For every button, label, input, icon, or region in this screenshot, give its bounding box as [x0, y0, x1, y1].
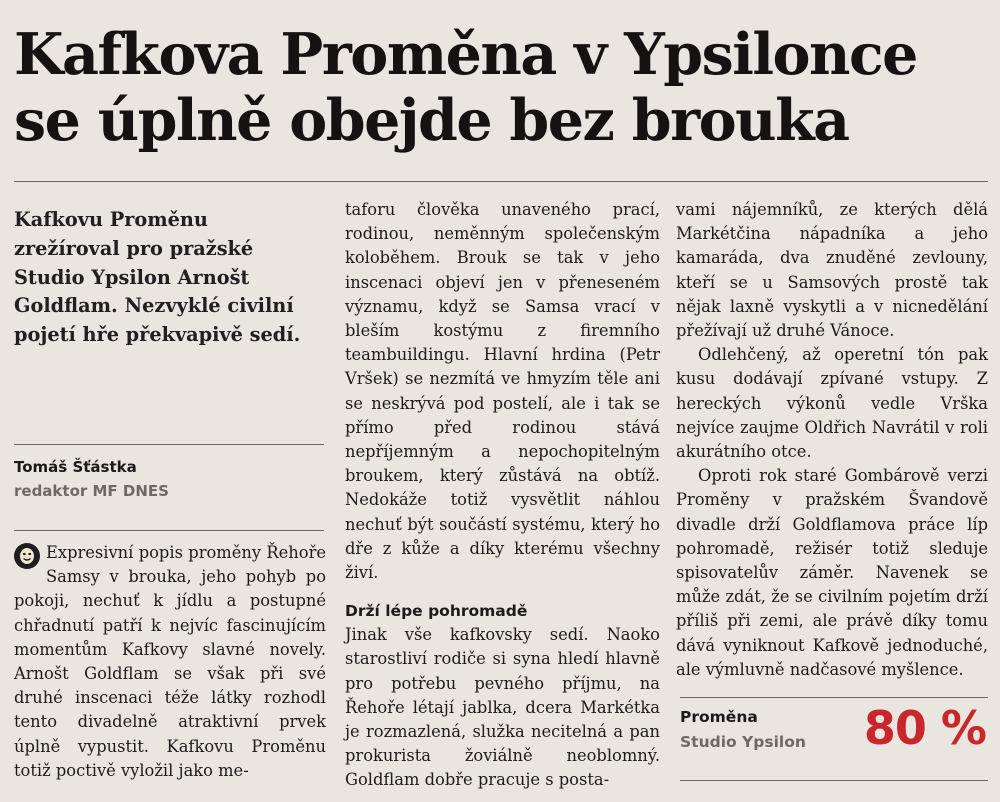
rating-title: Proměna: [680, 708, 758, 726]
intro-paragraph: [14, 541, 326, 783]
theatre-mask-icon: [14, 543, 40, 569]
intro-text: Expresivní popis proměny Řehoře Samsy v brouka, jeho pohyb po pokoji, nechuť k jídlu a postupné chřadnutí patří k nejvíc fascinujícím momentům Kafkovy slavné novely. Arnošt Goldflam se však při své druhé inscenaci téže látky rozhodl tento divadelně atraktivní prvek úplně vypustit. Kafkovu Proměnu totiž poctivě vyložil jako me-: [14, 543, 326, 780]
author-divider-bottom: [14, 530, 324, 531]
author-name: Tomáš Šťástka: [14, 458, 137, 476]
headline: [14, 22, 994, 154]
column-3-paragraph-3: Oproti rok staré Gombárově verzi Proměny v pražském Švandově divadle drží Goldflamova práce líp pohromadě, režisér totiž sleduje spisovatelův záměr. Navenek se může zdát, že se civilním pojetím drží příliš při zemi, ale právě díky tomu dává vyniknout Kafkově jednoduché, ale výmluvně nadčasové myšlence.: [676, 466, 988, 679]
column-3-paragraph-1: vami nájemníků, ze kterých dělá Markétčina nápadníka a jeho kamaráda, dva znuděné zevlouny, kteří se u Samsových prostě tak nějak laxně vyskytli a v nicnedělání přežívají už druhé Vánoce.: [676, 200, 988, 341]
headline-line-1: Kafkova Proměna v Ypsiloncе: [14, 21, 917, 88]
rating-score: 80 %: [863, 701, 986, 755]
headline-line-2: se úplně obejde bez brouka: [14, 87, 849, 154]
rating-venue: Studio Ypsilon: [680, 733, 806, 751]
column-2-paragraph-1: taforu člověka unaveného prací, rodinou, neměnným společenským koloběhem. Brouk se tak v jeho inscenaci objeví jen v přeneseném významu, když se Samsa vrací v bleším kostýmu z firemního teambuildingu. Hlavní hrdina (Petr Vršek) se nezmítá ve hmyzím těle ani se neskrývá pod postelí, ale i tak se přímo před rodinou stává nepříjemným a nepochopitelným broukem, který zůstává na obtíž. Nedokáže totiž vysvětlit náhlou nechuť být součástí systému, který ho dře z kůže a díky kterému všechny živí.: [345, 200, 660, 583]
author-role: redaktor MF DNES: [14, 482, 169, 500]
column-2: [345, 198, 660, 793]
author-divider-top: [14, 444, 324, 445]
rating-divider-bottom: [680, 780, 988, 781]
column-3-paragraph-2: Odlehčený, až operetní tón pak kusu dodávají zpívané vstupy. Z hereckých výkonů vedle Vrška nejvíce zaujme Oldřich Navrátil v roli akurátního otce.: [676, 345, 988, 462]
rating-divider-top: [680, 697, 988, 698]
column-3: [676, 198, 988, 682]
column-2-paragraph-2: Jinak vše kafkovsky sedí. Naoko starostliví rodiče si syna hledí hlavně pro potřebu pevného příjmu, na Řehoře létají jablka, dcera Markétka je rozmazlená, služka necitelná a pan prokurista žoviálně neoblomný. Goldflam dobře pracuje s posta-: [345, 625, 660, 790]
subheading: Drží lépe pohromadě: [345, 602, 528, 621]
rating-box: [680, 701, 990, 773]
headline-divider: [14, 181, 988, 182]
author-block: [14, 455, 324, 503]
column-1: [14, 541, 326, 783]
lead-paragraph: Kafkovu Proměnu zrežíroval pro pražské Studio Ypsilon Arnošt Goldflam. Nezvyklé civilní pojetí hře překvapivě sedí.: [14, 208, 301, 347]
